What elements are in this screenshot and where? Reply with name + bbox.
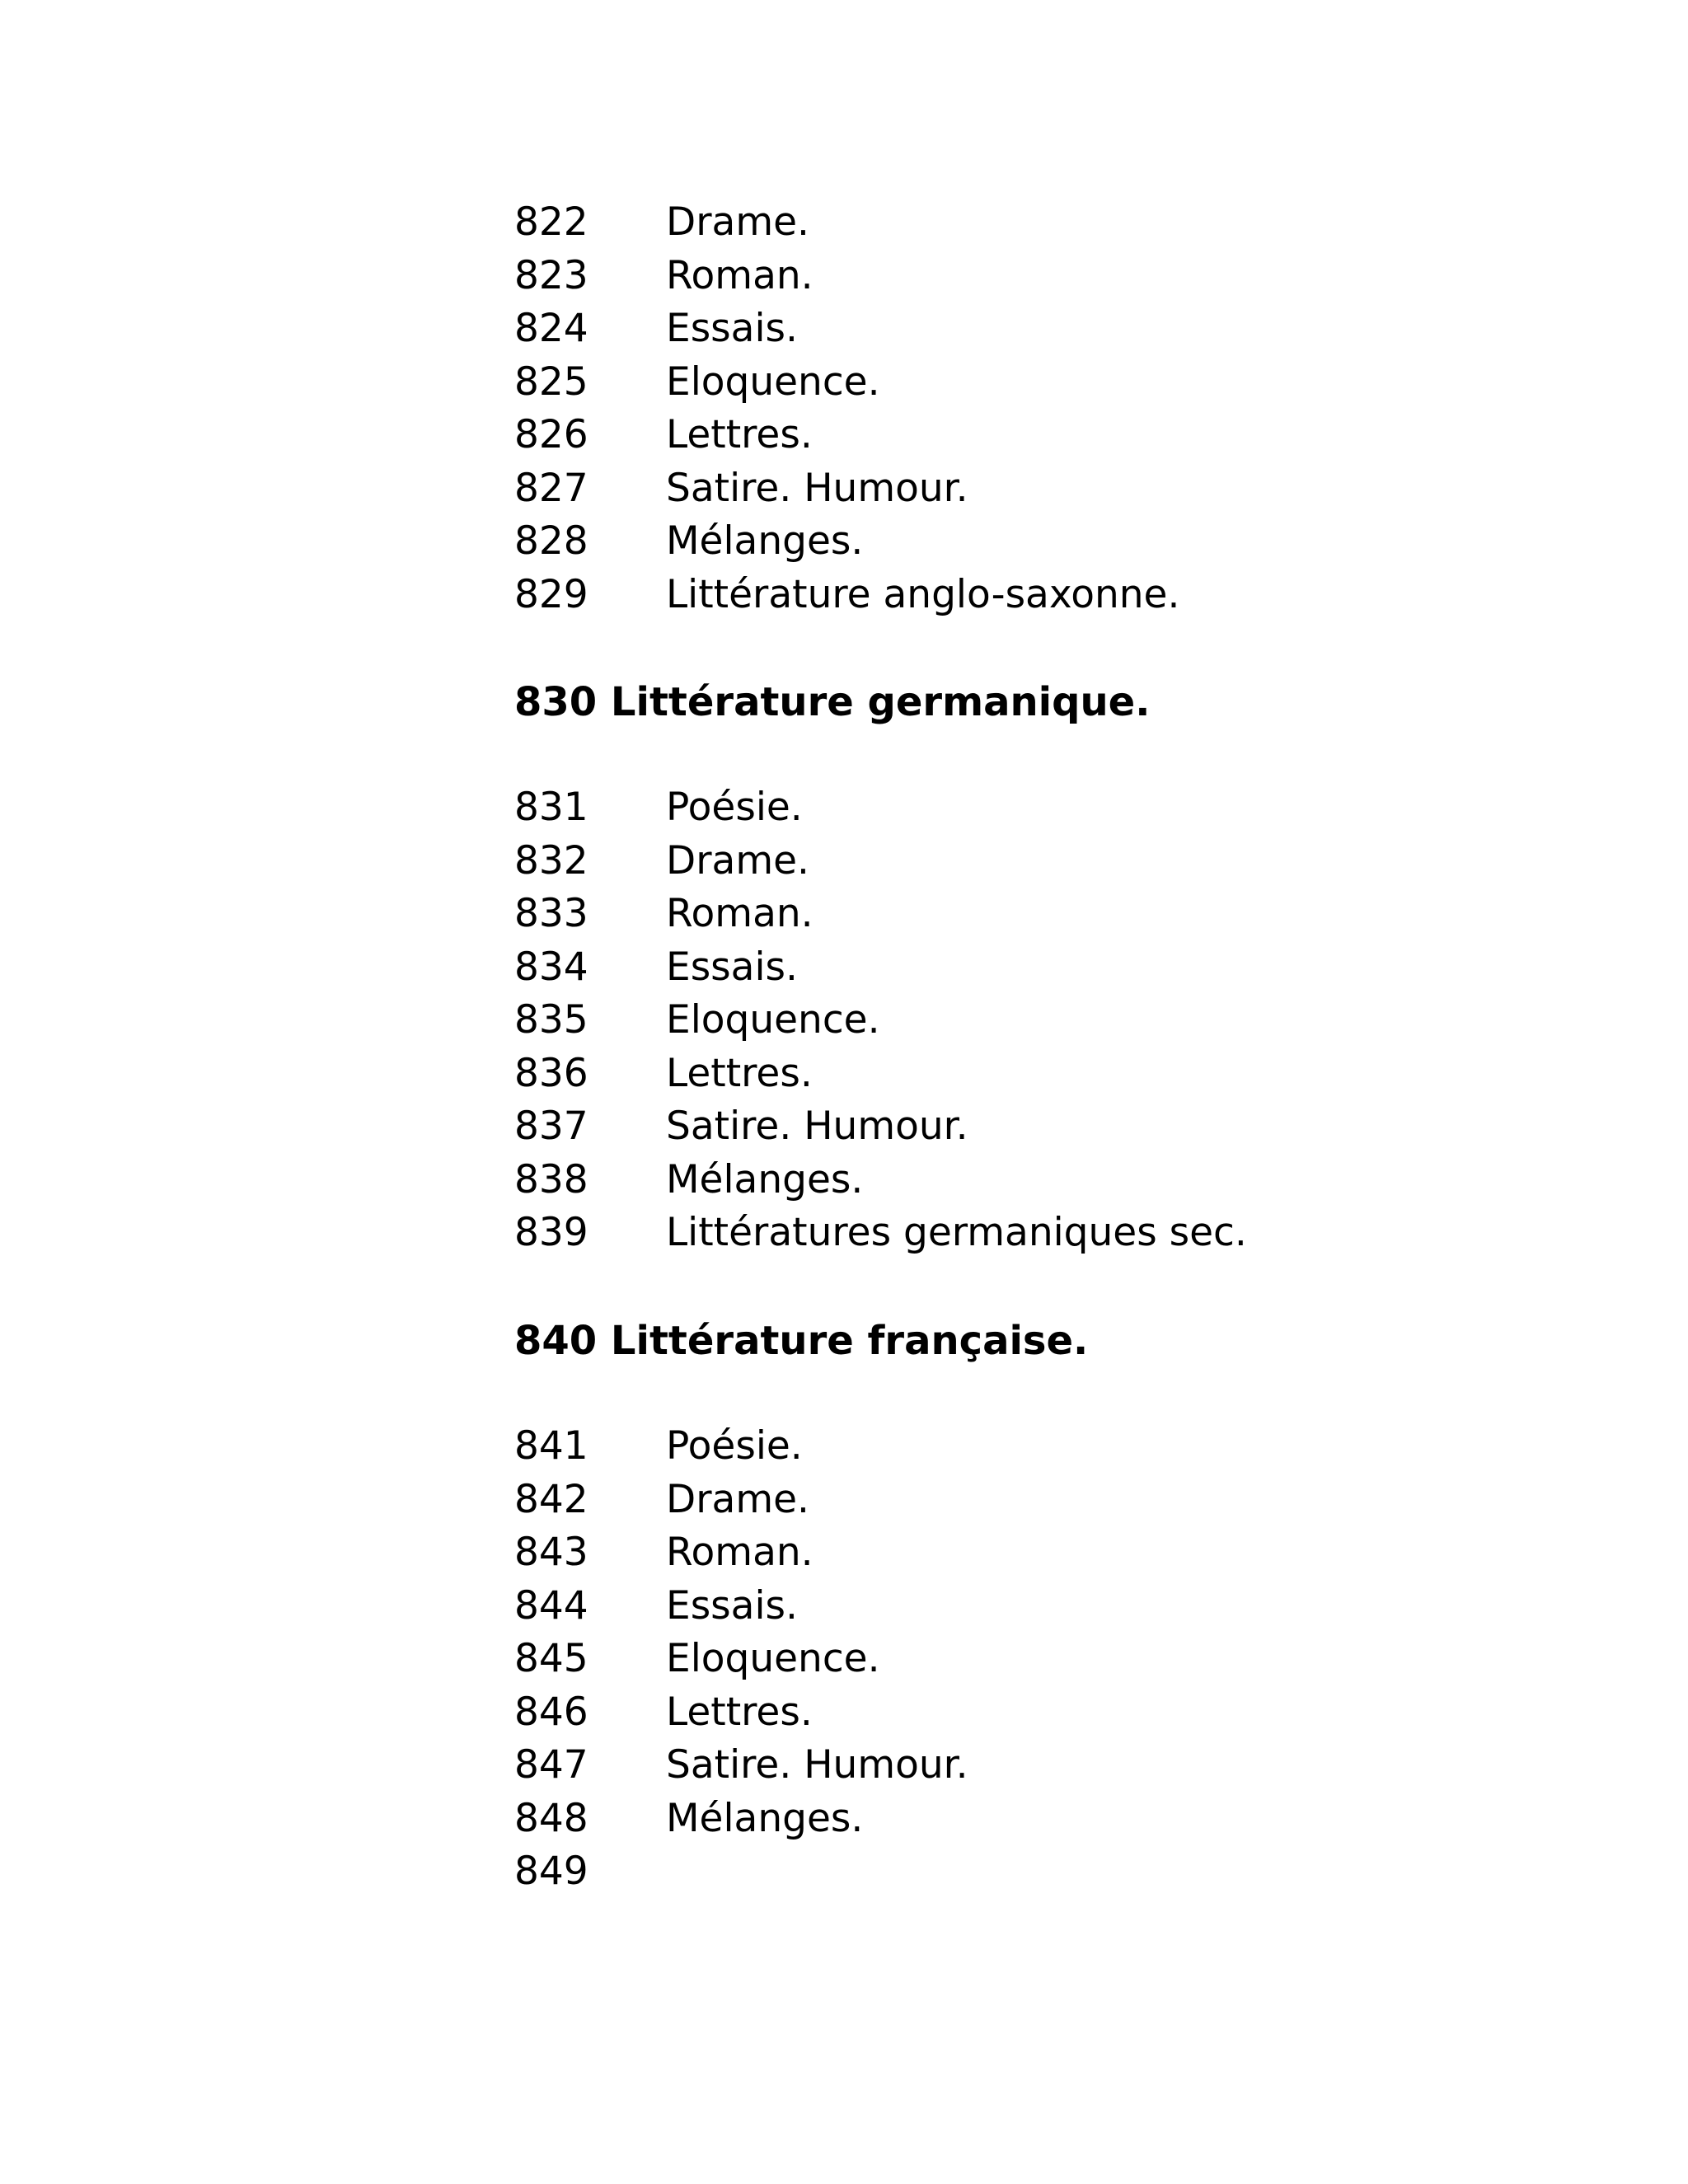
list-item bbox=[0, 888, 1688, 941]
class-label: Littérature anglo-saxonne. bbox=[666, 571, 1180, 617]
class-label: Drame. bbox=[666, 1476, 809, 1522]
class-label: Satire. Humour. bbox=[666, 1104, 968, 1149]
list-item bbox=[0, 994, 1688, 1047]
class-code: 828 bbox=[514, 518, 588, 564]
class-label: Satire. Humour. bbox=[666, 1742, 968, 1788]
class-code: 827 bbox=[514, 465, 588, 511]
class-code: 826 bbox=[514, 412, 588, 457]
class-code: 837 bbox=[514, 1104, 588, 1149]
class-code: 829 bbox=[514, 571, 588, 617]
class-code: 831 bbox=[514, 785, 588, 830]
class-code: 844 bbox=[514, 1582, 588, 1629]
class-code: 843 bbox=[514, 1530, 588, 1575]
class-label: Mélanges. bbox=[666, 1156, 864, 1202]
list-item bbox=[0, 1474, 1688, 1527]
class-label: Eloquence. bbox=[666, 1636, 880, 1681]
class-label: Lettres. bbox=[666, 1689, 813, 1735]
class-code: 842 bbox=[514, 1476, 588, 1522]
list-item bbox=[0, 1739, 1688, 1793]
list-item bbox=[0, 781, 1688, 835]
class-code: 849 bbox=[514, 1849, 588, 1894]
class-code: 845 bbox=[514, 1636, 588, 1681]
class-code: 847 bbox=[514, 1742, 588, 1788]
class-label: Lettres. bbox=[666, 412, 813, 457]
list-item bbox=[0, 1686, 1688, 1740]
class-label: Roman. bbox=[666, 252, 814, 298]
list-item bbox=[0, 1047, 1688, 1101]
class-label: Littératures germaniques sec. bbox=[666, 1210, 1247, 1255]
class-code: 846 bbox=[514, 1689, 588, 1735]
list-item bbox=[0, 1154, 1688, 1207]
list-item bbox=[0, 835, 1688, 888]
class-code: 838 bbox=[514, 1156, 588, 1202]
class-code: 822 bbox=[514, 199, 588, 245]
list-item bbox=[0, 250, 1688, 303]
class-label: Eloquence. bbox=[666, 359, 880, 405]
class-label: Roman. bbox=[666, 891, 814, 936]
class-code: 833 bbox=[514, 891, 588, 936]
list-item bbox=[0, 196, 1688, 250]
class-label: Poésie. bbox=[666, 1423, 803, 1469]
class-label: Mélanges. bbox=[666, 1795, 864, 1841]
list-item bbox=[0, 462, 1688, 516]
list-item bbox=[0, 1100, 1688, 1154]
class-code: 825 bbox=[514, 359, 588, 405]
list-item bbox=[0, 1580, 1688, 1633]
class-label: Essais. bbox=[666, 306, 798, 351]
section-830-list bbox=[0, 781, 1688, 1260]
list-item bbox=[0, 1207, 1688, 1260]
class-label: Lettres. bbox=[666, 1050, 813, 1096]
class-label: Poésie. bbox=[666, 785, 803, 830]
list-item bbox=[0, 1420, 1688, 1474]
class-code: 834 bbox=[514, 944, 588, 990]
list-item bbox=[0, 356, 1688, 410]
class-code: 848 bbox=[514, 1795, 588, 1841]
class-code: 836 bbox=[514, 1050, 588, 1096]
list-item bbox=[0, 409, 1688, 462]
class-code: 823 bbox=[514, 252, 588, 298]
class-label: Essais. bbox=[666, 1582, 798, 1629]
list-item bbox=[0, 569, 1688, 622]
list-item bbox=[0, 302, 1688, 356]
list-item bbox=[0, 1633, 1688, 1686]
section-heading-840: 840 Littérature française. bbox=[514, 1318, 1089, 1364]
list-item bbox=[0, 1793, 1688, 1846]
class-code: 835 bbox=[514, 997, 588, 1043]
class-label: Drame. bbox=[666, 837, 809, 883]
section-840-list bbox=[0, 1420, 1688, 1899]
list-item bbox=[0, 515, 1688, 569]
class-label: Roman. bbox=[666, 1530, 814, 1575]
class-label: Essais. bbox=[666, 944, 798, 990]
class-label: Mélanges. bbox=[666, 518, 864, 564]
section-heading-830: 830 Littérature germanique. bbox=[514, 679, 1151, 725]
class-code: 832 bbox=[514, 837, 588, 883]
class-label: Drame. bbox=[666, 199, 809, 245]
class-label: Satire. Humour. bbox=[666, 465, 968, 511]
section-820-list bbox=[0, 196, 1688, 621]
list-item bbox=[0, 1526, 1688, 1580]
class-code: 824 bbox=[514, 306, 588, 351]
list-item bbox=[0, 941, 1688, 995]
class-code: 839 bbox=[514, 1210, 588, 1255]
class-label: Eloquence. bbox=[666, 997, 880, 1043]
list-item bbox=[0, 1845, 1688, 1899]
class-code: 841 bbox=[514, 1423, 588, 1469]
